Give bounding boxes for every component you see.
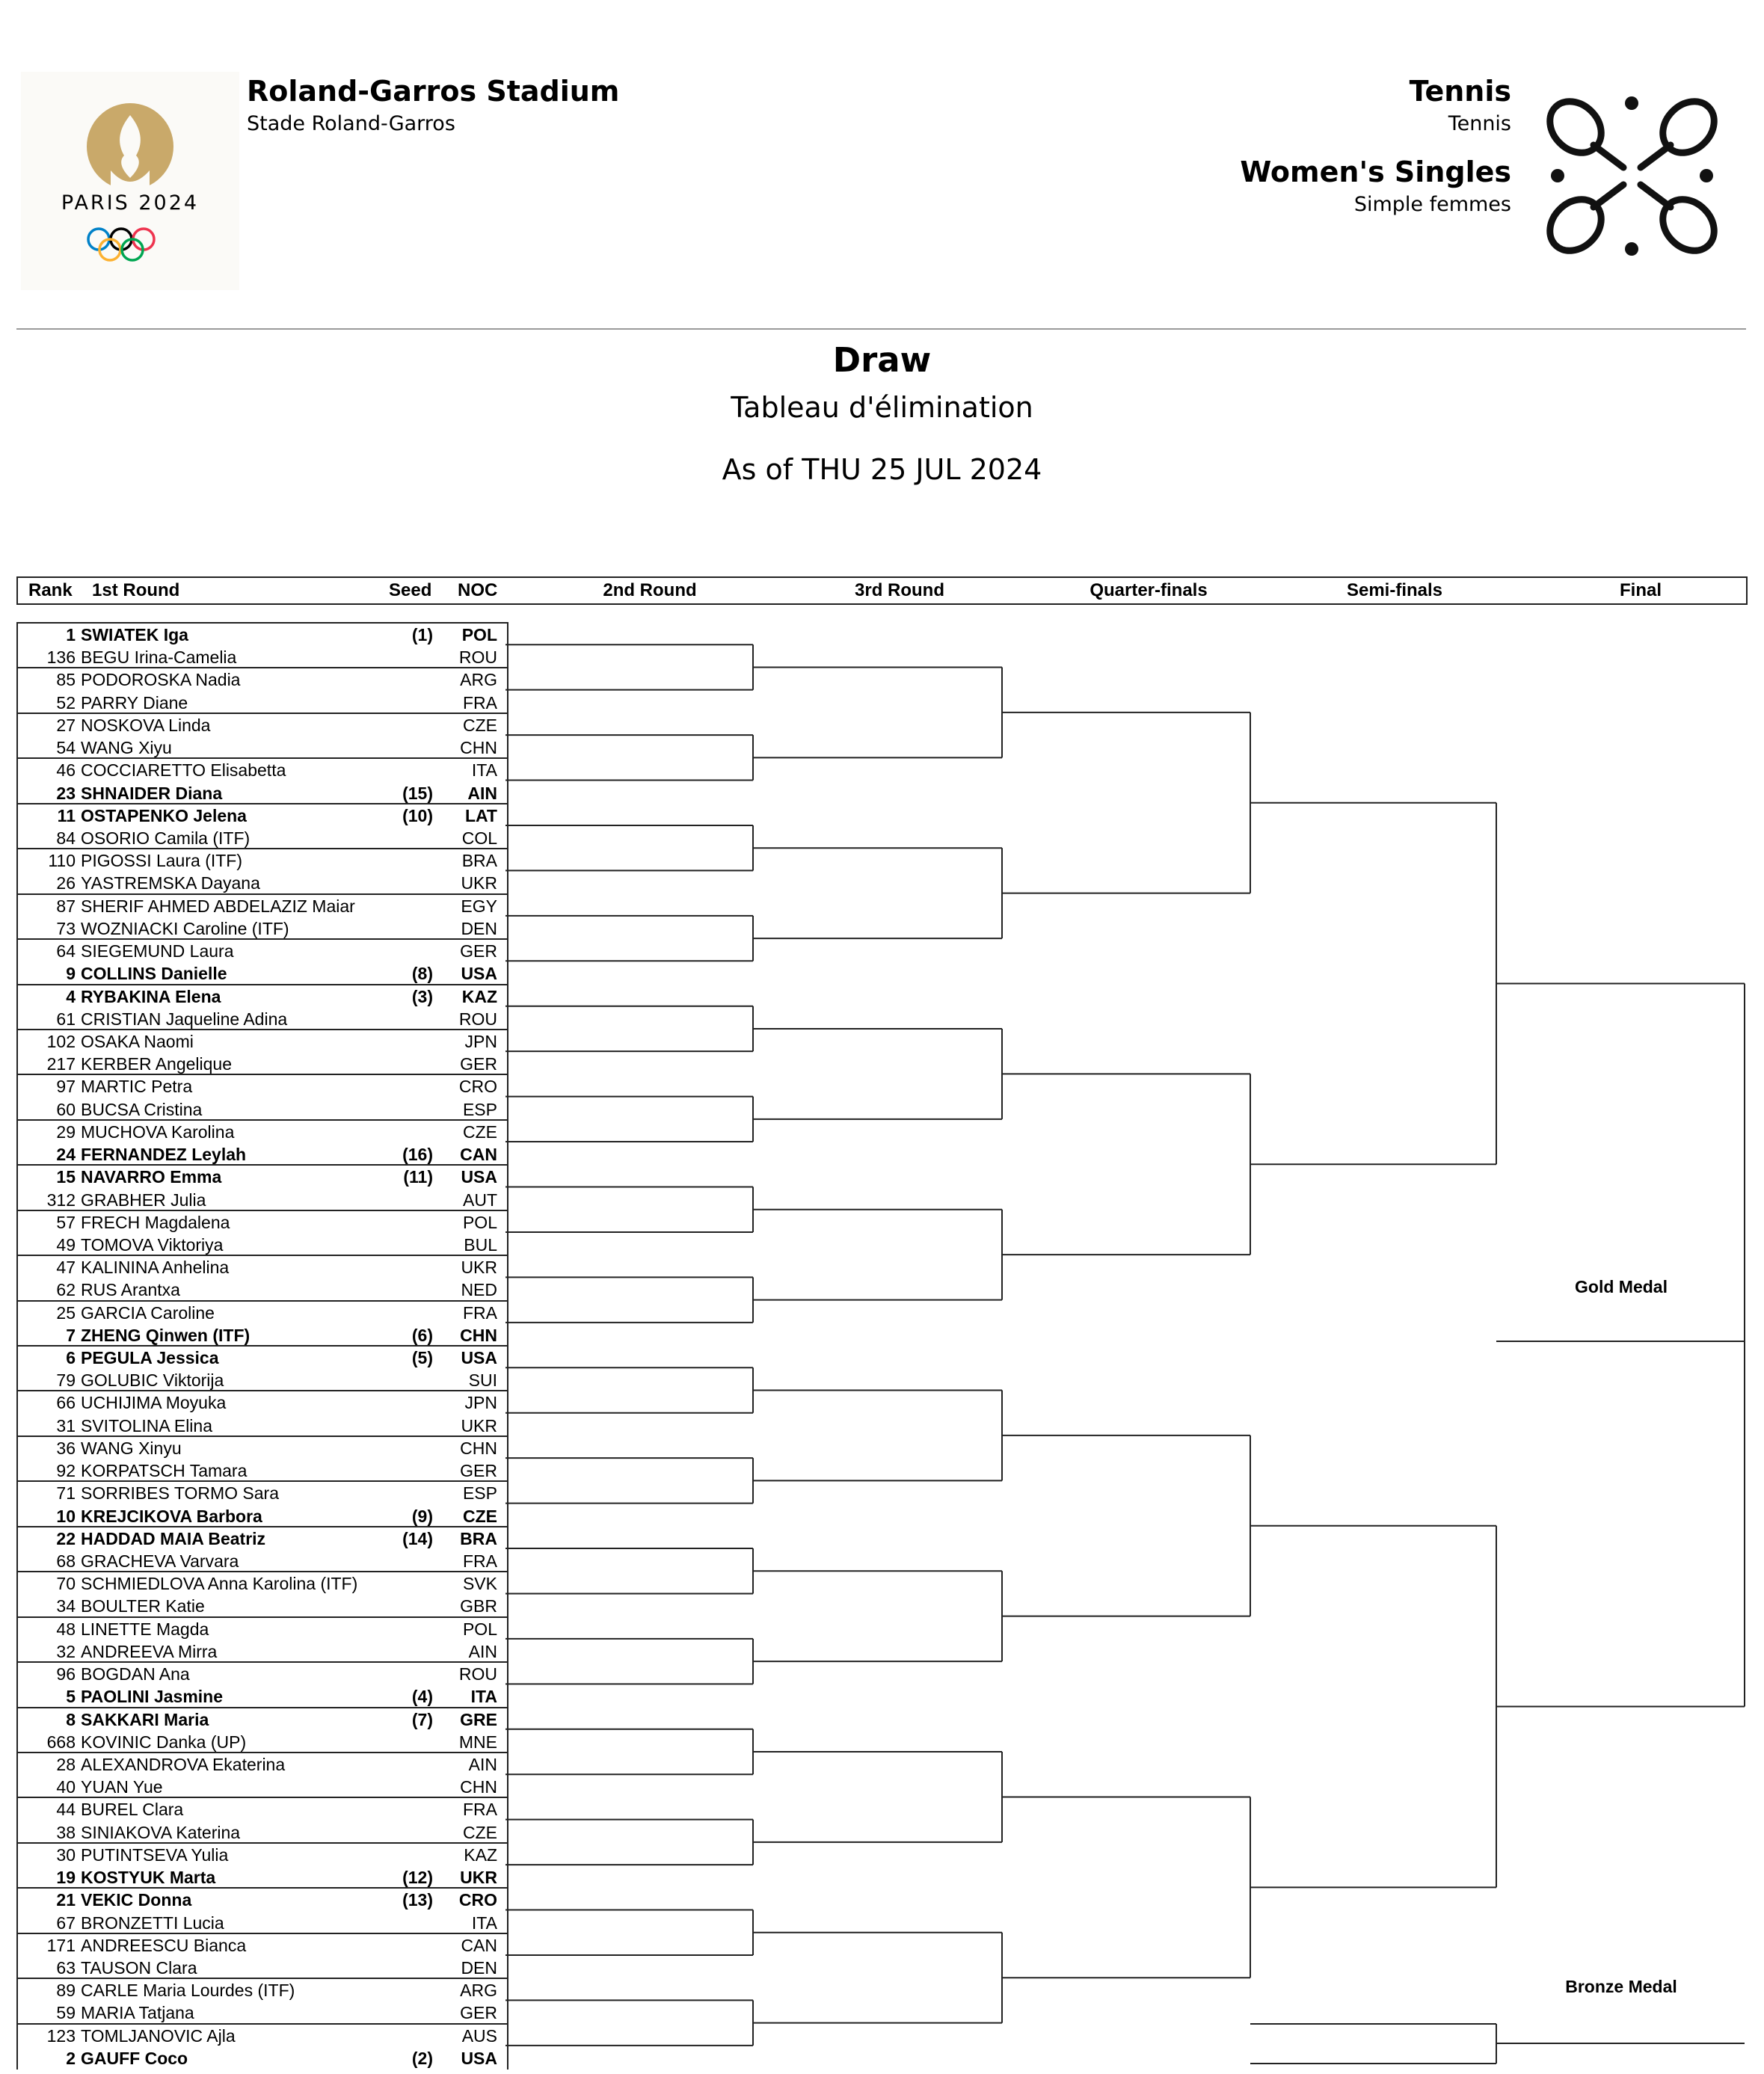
entry-noc: MNE: [458, 1732, 497, 1752]
entry-noc: KAZ: [464, 1844, 497, 1865]
entry-name: ANDREESCU Bianca: [81, 1935, 247, 1955]
entry-rank: 27: [56, 715, 76, 735]
entry-noc: CAN: [461, 1935, 497, 1955]
sport-name-fr: Tennis: [1448, 112, 1511, 135]
sport-name: Tennis: [1409, 75, 1511, 108]
entry-noc: GRE: [460, 1709, 497, 1729]
entry-name: RYBAKINA Elena: [81, 986, 221, 1006]
entry-rank: 21: [56, 1890, 76, 1910]
entry-row: [18, 962, 507, 984]
entry-row: [18, 1459, 507, 1481]
entry-row: [18, 1776, 507, 1797]
entry-noc: USA: [461, 1167, 497, 1187]
entry-name: CARLE Maria Lourdes (ITF): [81, 1981, 295, 2001]
entry-row: [18, 872, 507, 893]
entry-rank: 10: [56, 1506, 76, 1526]
entry-noc: USA: [461, 1348, 497, 1368]
entry-rank: 30: [56, 1844, 76, 1865]
entry-noc: FRA: [463, 1800, 497, 1820]
entry-row: [18, 1957, 507, 1978]
entry-rank: 34: [56, 1596, 76, 1616]
entry-noc: POL: [462, 1619, 497, 1639]
entry-rank: 66: [56, 1393, 76, 1413]
col-noc: NOC: [458, 580, 498, 600]
entry-row: [18, 1234, 507, 1255]
entry-name: GOLUBIC Viktorija: [81, 1370, 224, 1391]
entry-row: [18, 1571, 507, 1594]
entry-name: SCHMIEDLOVA Anna Karolina (ITF): [81, 1574, 358, 1594]
gold-medal-label: Gold Medal: [1575, 1277, 1668, 1296]
entry-noc: AIN: [467, 783, 497, 803]
entry-rank: 46: [56, 760, 76, 781]
entry-name: WANG Xinyu: [81, 1438, 182, 1458]
entry-name: BUREL Clara: [81, 1800, 184, 1820]
entry-row: [18, 1189, 507, 1210]
entry-name: KERBER Angelique: [81, 1054, 233, 1074]
entry-rank: 23: [56, 783, 76, 803]
entry-name: ANDREEVA Mirra: [81, 1641, 218, 1661]
entry-noc: DEN: [461, 918, 497, 938]
entry-noc: CAN: [460, 1145, 497, 1165]
entry-noc: CRO: [458, 1890, 497, 1910]
event-name: Women's Singles: [1240, 156, 1511, 188]
entry-name: KOVINIC Danka (UP): [81, 1732, 247, 1752]
entry-name: HADDAD MAIA Beatriz: [81, 1528, 266, 1548]
entry-noc: AIN: [468, 1755, 497, 1774]
entry-rank: 29: [56, 1121, 76, 1142]
entry-name: YUAN Yue: [81, 1777, 163, 1797]
entry-row: [18, 1098, 507, 1120]
entry-rank: 40: [56, 1777, 76, 1797]
entry-rank: 96: [56, 1664, 76, 1684]
entry-noc: CZE: [463, 1506, 497, 1526]
entry-rank: 217: [46, 1054, 76, 1074]
entry-rank: 44: [56, 1800, 76, 1820]
entry-rank: 79: [56, 1370, 76, 1391]
entry-name: KOSTYUK Marta: [81, 1868, 216, 1888]
entry-rank: 70: [56, 1574, 76, 1594]
entry-seed: (6): [411, 1325, 433, 1345]
col-seed: Seed: [389, 580, 432, 600]
entry-name: KALININA Anhelina: [81, 1258, 230, 1278]
entry-name: PEGULA Jessica: [81, 1348, 219, 1368]
entry-rank: 85: [56, 670, 76, 690]
entry-seed: (8): [411, 964, 433, 984]
entry-noc: ROU: [458, 1664, 497, 1684]
header-divider: [16, 328, 1746, 330]
entry-seed: (2): [411, 2048, 433, 2068]
entry-noc: KAZ: [461, 986, 497, 1006]
entry-row: [18, 1324, 507, 1346]
entry-name: WOZNIACKI Caroline (ITF): [81, 918, 289, 938]
entry-name: SVITOLINA Elina: [81, 1415, 212, 1436]
entry-rank: 49: [56, 1234, 76, 1255]
entry-rank: 171: [46, 1935, 76, 1955]
col-third-round: 3rd Round: [855, 580, 944, 600]
entry-name: ZHENG Qinwen (ITF): [81, 1325, 251, 1345]
entry-row: [18, 757, 507, 781]
entry-row: [18, 1053, 507, 1074]
entry-noc: LAT: [464, 805, 497, 825]
entry-noc: COL: [461, 828, 497, 848]
entry-name: LINETTE Magda: [81, 1619, 209, 1639]
entry-rank: 7: [66, 1325, 76, 1345]
entry-rank: 59: [56, 2003, 76, 2023]
entry-row: [18, 1616, 507, 1640]
entry-name: MARIA Tatjana: [81, 2003, 194, 2023]
entry-rank: 54: [56, 738, 76, 758]
entry-noc: ARG: [460, 670, 497, 690]
entry-rank: 31: [56, 1415, 76, 1436]
entry-row: [18, 736, 507, 758]
entry-noc: SVK: [462, 1574, 497, 1594]
entry-row: [18, 1797, 507, 1820]
entry-rank: 89: [56, 1981, 76, 2001]
entry-row: [18, 1278, 507, 1300]
entry-name: FRECH Magdalena: [81, 1212, 230, 1232]
entry-rank: 60: [56, 1099, 76, 1119]
entry-row: [18, 667, 507, 690]
entry-rank: 57: [56, 1212, 76, 1232]
entry-name: SINIAKOVA Katerina: [81, 1822, 241, 1842]
entry-row: [18, 893, 507, 917]
entry-row: [18, 624, 507, 645]
event-name-fr: Simple femmes: [1353, 193, 1511, 216]
document-title: Draw: [832, 340, 932, 380]
entry-rank: 84: [56, 828, 76, 848]
entry-rank: 668: [46, 1732, 76, 1752]
entry-row: [18, 782, 507, 804]
entry-rank: 8: [66, 1709, 76, 1729]
entry-name: BOULTER Katie: [81, 1596, 205, 1616]
entry-name: ALEXANDROVA Ekaterina: [81, 1755, 286, 1774]
entry-noc: USA: [461, 2048, 497, 2068]
paris-2024-flame-logo: [21, 72, 239, 290]
entry-name: WANG Xiyu: [81, 738, 172, 758]
entry-rank: 67: [56, 1913, 76, 1933]
entry-seed: (7): [411, 1709, 433, 1729]
entry-name: GAUFF Coco: [81, 2048, 188, 2068]
entry-noc: UKR: [461, 1258, 497, 1278]
entry-name: MARTIC Petra: [81, 1077, 193, 1097]
entry-name: SHERIF AHMED ABDELAZIZ Maiar: [81, 896, 355, 916]
entry-rank: 312: [46, 1190, 76, 1210]
col-first-round: 1st Round: [92, 580, 180, 600]
entry-noc: CHN: [460, 738, 497, 758]
entry-row: [18, 1143, 507, 1165]
entry-row: [18, 2001, 507, 2023]
entry-row: [18, 1480, 507, 1504]
entry-rank: 5: [66, 1687, 76, 1707]
entry-noc: CZE: [463, 715, 497, 735]
entry-noc: CHN: [460, 1325, 497, 1345]
col-semi-finals: Semi-finals: [1346, 580, 1443, 600]
entry-name: PUTINTSEVA Yulia: [81, 1844, 229, 1865]
entry-name: SAKKARI Maria: [81, 1709, 209, 1729]
entry-rank: 92: [56, 1461, 76, 1481]
entry-rank: 6: [66, 1348, 76, 1368]
entry-seed: (13): [402, 1890, 433, 1910]
entry-name: BOGDAN Ana: [81, 1664, 190, 1684]
entry-name: COLLINS Danielle: [81, 964, 227, 984]
entry-noc: SUI: [468, 1370, 497, 1391]
entry-rank: 73: [56, 918, 76, 938]
entry-noc: BUL: [464, 1234, 497, 1255]
column-header-bar: [16, 576, 1748, 605]
entry-row: [18, 827, 507, 849]
entry-row: [18, 1933, 507, 1956]
entry-noc: DEN: [461, 1957, 497, 1978]
entry-noc: ITA: [470, 1687, 497, 1707]
entry-noc: GER: [460, 1054, 497, 1074]
entry-seed: (1): [411, 625, 433, 644]
entry-rank: 38: [56, 1822, 76, 1842]
entry-noc: POL: [462, 1212, 497, 1232]
entry-row: [18, 646, 507, 668]
first-round-entries: [16, 622, 508, 2070]
entry-row: [18, 1505, 507, 1527]
entry-row: [18, 713, 507, 736]
entry-seed: (11): [403, 1167, 433, 1187]
entry-row: [18, 1369, 507, 1391]
entry-name: PAOLINI Jasmine: [81, 1687, 224, 1707]
entry-name: OSORIO Camila (ITF): [81, 828, 251, 848]
entry-row: [18, 1415, 507, 1436]
entry-seed: (3): [411, 986, 433, 1006]
entry-seed: (15): [402, 783, 433, 803]
entry-name: MUCHOVA Karolina: [81, 1121, 235, 1142]
entry-row: [18, 1821, 507, 1843]
entry-noc: FRA: [463, 1302, 497, 1323]
entry-rank: 9: [66, 964, 76, 984]
entry-seed: (4): [411, 1687, 433, 1707]
entry-noc: AUT: [463, 1190, 497, 1210]
entry-row: [18, 1300, 507, 1323]
entry-noc: UKR: [460, 1868, 497, 1888]
entry-rank: 123: [46, 2025, 76, 2046]
venue-name-fr: Stade Roland-Garros: [247, 112, 455, 135]
entry-rank: 68: [56, 1551, 76, 1572]
entry-seed: (5): [411, 1348, 433, 1368]
col-quarter-finals: Quarter-finals: [1090, 580, 1208, 600]
entry-row: [18, 1685, 507, 1707]
col-rank: Rank: [28, 580, 73, 600]
entry-row: [18, 1255, 507, 1278]
entry-noc: FRA: [463, 692, 497, 713]
entry-name: VEKIC Donna: [81, 1890, 192, 1910]
entry-name: TAUSON Clara: [81, 1957, 197, 1978]
entry-rank: 110: [48, 851, 76, 871]
entry-name: PODOROSKA Nadia: [81, 670, 241, 690]
entry-row: [18, 1210, 507, 1233]
entry-noc: CZE: [463, 1121, 497, 1142]
entry-row: [18, 1390, 507, 1413]
entry-name: YASTREMSKA Dayana: [81, 873, 260, 893]
entry-rank: 28: [56, 1755, 76, 1774]
entry-noc: AIN: [468, 1641, 497, 1661]
entry-noc: FRA: [463, 1551, 497, 1572]
entry-name: CRISTIAN Jaqueline Adina: [81, 1009, 288, 1029]
entry-rank: 24: [56, 1145, 76, 1165]
entry-rank: 63: [56, 1957, 76, 1978]
entry-rank: 36: [56, 1438, 76, 1458]
entry-noc: GBR: [460, 1596, 497, 1616]
entry-rank: 2: [66, 2048, 76, 2068]
bronze-medal-label: Bronze Medal: [1565, 1977, 1677, 1996]
venue-name: Roland-Garros Stadium: [247, 75, 620, 108]
entry-rank: 136: [46, 647, 76, 668]
entry-rank: 11: [57, 805, 76, 825]
document-date: As of THU 25 JUL 2024: [722, 453, 1042, 486]
entry-noc: GER: [460, 941, 497, 961]
entry-noc: GER: [460, 1461, 497, 1481]
entry-noc: ITA: [471, 760, 497, 781]
entry-noc: GER: [460, 2003, 497, 2023]
entry-name: SWIATEK Iga: [81, 625, 188, 644]
entry-row: [18, 1345, 507, 1368]
entry-rank: 1: [66, 625, 76, 644]
entry-name: TOMOVA Viktoriya: [81, 1234, 224, 1255]
entry-rank: 25: [56, 1302, 76, 1323]
col-final: Final: [1619, 580, 1662, 600]
entry-noc: BRA: [461, 851, 497, 871]
entry-row: [18, 1866, 507, 1888]
col-second-round: 2nd Round: [603, 580, 697, 600]
entry-row: [18, 2023, 507, 2046]
entry-row: [18, 803, 507, 826]
entry-noc: ITA: [471, 1913, 497, 1933]
entry-row: [18, 1661, 507, 1684]
entry-name: NOSKOVA Linda: [81, 715, 211, 735]
entry-name: PARRY Diane: [81, 692, 188, 713]
entry-name: FERNANDEZ Leylah: [81, 1145, 247, 1165]
entry-row: [18, 1550, 507, 1572]
entry-noc: UKR: [461, 1415, 497, 1436]
entry-row: [18, 1978, 507, 2001]
entry-rank: 26: [56, 873, 76, 893]
entry-row: [18, 1074, 507, 1097]
entry-name: COCCIARETTO Elisabetta: [81, 760, 286, 781]
entry-name: NAVARRO Emma: [81, 1167, 222, 1187]
entry-noc: EGY: [461, 896, 497, 916]
paris-2024-logo: [21, 72, 239, 290]
entry-row: [18, 938, 507, 961]
entry-noc: AUS: [461, 2025, 497, 2046]
entry-row: [18, 1164, 507, 1187]
entry-row: [18, 984, 507, 1007]
entry-noc: CHN: [460, 1438, 497, 1458]
entry-name: GARCIA Caroline: [81, 1302, 215, 1323]
entry-rank: 4: [66, 986, 76, 1006]
entry-name: GRABHER Julia: [81, 1190, 206, 1210]
entry-noc: ROU: [458, 1009, 497, 1029]
entry-row: [18, 2047, 507, 2069]
entry-noc: BRA: [460, 1528, 497, 1548]
entry-rank: 71: [56, 1483, 76, 1504]
entry-row: [18, 1008, 507, 1030]
entry-name: BEGU Irina-Camelia: [81, 647, 237, 668]
entry-noc: ROU: [458, 647, 497, 668]
entry-row: [18, 692, 507, 713]
entry-noc: ESP: [462, 1483, 497, 1504]
entry-name: TOMLJANOVIC Ajla: [81, 2025, 236, 2046]
entry-row: [18, 1887, 507, 1910]
entry-name: SHNAIDER Diana: [81, 783, 223, 803]
entry-row: [18, 917, 507, 939]
logo-wordmark: PARIS 2024: [61, 191, 200, 215]
entry-seed: (9): [411, 1506, 433, 1526]
entry-rank: 64: [56, 941, 76, 961]
entry-rank: 22: [56, 1528, 76, 1548]
entry-row: [18, 1912, 507, 1933]
entry-row: [18, 1595, 507, 1616]
entry-rank: 32: [56, 1641, 76, 1661]
entry-row: [18, 1707, 507, 1730]
entry-seed: (10): [402, 805, 433, 825]
entry-noc: USA: [461, 964, 497, 984]
entry-rank: 48: [56, 1619, 76, 1639]
entry-noc: JPN: [464, 1031, 497, 1051]
entry-name: BRONZETTI Lucia: [81, 1913, 224, 1933]
entry-row: [18, 1436, 507, 1459]
entry-name: OSAKA Naomi: [81, 1031, 194, 1051]
entry-name: KORPATSCH Tamara: [81, 1461, 248, 1481]
entry-row: [18, 1752, 507, 1775]
entry-noc: CRO: [458, 1077, 497, 1097]
entry-seed: (14): [402, 1528, 433, 1548]
entry-rank: 19: [56, 1868, 76, 1888]
entry-rank: 102: [46, 1031, 76, 1051]
entry-noc: CZE: [463, 1822, 497, 1842]
entry-noc: ARG: [460, 1981, 497, 2001]
entry-row: [18, 1119, 507, 1142]
entry-rank: 97: [56, 1077, 76, 1097]
entry-name: UCHIJIMA Moyuka: [81, 1393, 227, 1413]
entry-rank: 47: [56, 1258, 76, 1278]
entry-rank: 62: [56, 1280, 76, 1300]
entry-name: SIEGEMUND Laura: [81, 941, 234, 961]
entry-noc: POL: [461, 625, 497, 644]
entry-rank: 61: [56, 1009, 76, 1029]
entry-seed: (12): [402, 1868, 433, 1888]
entry-row: [18, 1640, 507, 1662]
entry-name: KREJCIKOVA Barbora: [81, 1506, 262, 1526]
entry-noc: NED: [461, 1280, 497, 1300]
entry-noc: ESP: [462, 1099, 497, 1119]
entry-name: GRACHEVA Varvara: [81, 1551, 239, 1572]
entry-noc: UKR: [461, 873, 497, 893]
tennis-pictogram-icon: [1544, 88, 1720, 264]
entry-row: [18, 1842, 507, 1865]
entry-row: [18, 1731, 507, 1753]
entry-seed: (16): [402, 1145, 433, 1165]
entry-name: RUS Arantxa: [81, 1280, 180, 1300]
entry-rank: 15: [56, 1167, 76, 1187]
document-subtitle: Tableau d'élimination: [731, 391, 1033, 424]
entry-rank: 87: [56, 896, 76, 916]
entry-noc: JPN: [464, 1393, 497, 1413]
entry-name: SORRIBES TORMO Sara: [81, 1483, 279, 1504]
entry-row: [18, 1029, 507, 1052]
entry-name: OSTAPENKO Jelena: [81, 805, 247, 825]
entry-name: PIGOSSI Laura (ITF): [81, 851, 242, 871]
entry-noc: CHN: [460, 1777, 497, 1797]
entry-name: BUCSA Cristina: [81, 1099, 203, 1119]
entry-row: [18, 848, 507, 871]
entry-rank: 52: [56, 692, 76, 713]
entry-row: [18, 1526, 507, 1549]
